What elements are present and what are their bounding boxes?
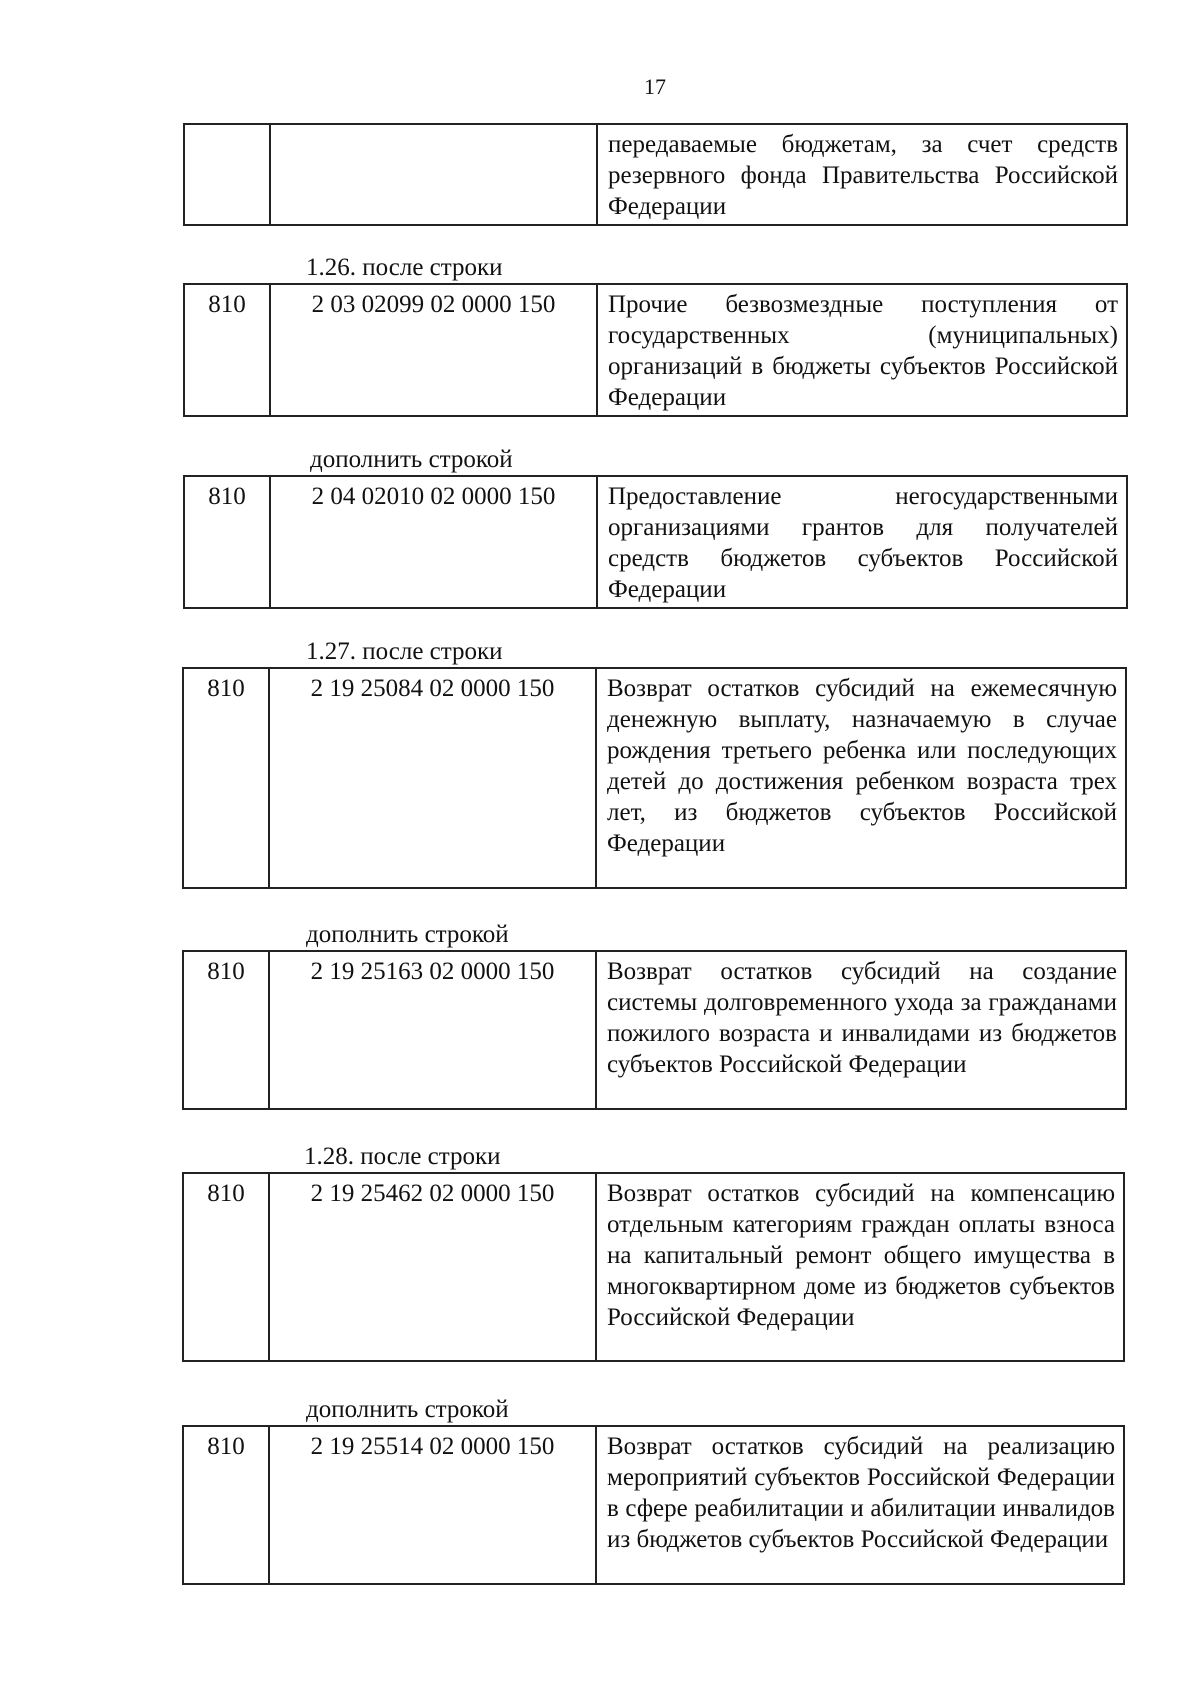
admin-code-cell: 810	[184, 476, 270, 608]
code-table	[182, 667, 1127, 889]
table-row	[184, 284, 1127, 416]
income-code-cell: 2 19 25084 02 0000 150	[269, 668, 596, 888]
description-cell	[596, 1426, 1124, 1584]
section-caption: дополнить строкой	[306, 921, 509, 948]
table-row	[183, 1426, 1124, 1584]
income-code-cell: 2 04 02010 02 0000 150	[270, 476, 597, 608]
description-text: Возврат остатков субсидий на реализацию мероприятий субъектов Российской Федерации в сфере реабилитации и абилитации инвалидов из бюджетов субъектов Российской Федерации	[607, 1433, 1115, 1553]
description-cell	[597, 476, 1127, 608]
admin-code-cell: 810	[183, 951, 269, 1109]
income-code-cell: 2 19 25514 02 0000 150	[269, 1426, 596, 1584]
income-code-cell	[270, 124, 597, 225]
description-text: передаваемые бюджетам, за счет средств резервного фонда Правительства Российской Федерации	[608, 131, 1118, 220]
income-code-cell: 2 19 25163 02 0000 150	[269, 951, 596, 1109]
description-cell	[597, 284, 1127, 416]
section-caption: дополнить строкой	[306, 1396, 509, 1423]
description-cell	[596, 951, 1126, 1109]
section-caption: 1.27. после строки	[306, 638, 503, 665]
admin-code-cell: 810	[183, 668, 269, 888]
code-table	[182, 1172, 1125, 1362]
code-table	[183, 123, 1128, 226]
description-cell	[597, 124, 1127, 225]
admin-code-cell: 810	[183, 1426, 269, 1584]
admin-code-cell: 810	[184, 284, 270, 416]
description-text: Прочие безвозмездные поступления от государственных (муниципальных) организаций в бюджеты субъектов Российской Федерации	[608, 291, 1118, 411]
description-text: Предоставление негосударственными организациями грантов для получателей средств бюджетов субъектов Российской Федерации	[608, 483, 1118, 603]
code-table	[182, 950, 1127, 1110]
description-cell	[596, 668, 1126, 888]
table-row	[183, 668, 1126, 888]
code-table	[183, 283, 1128, 417]
table-row	[183, 951, 1126, 1109]
table-row	[184, 476, 1127, 608]
admin-code-cell	[184, 124, 270, 225]
table-row	[184, 124, 1127, 225]
income-code-cell: 2 03 02099 02 0000 150	[270, 284, 597, 416]
section-caption: 1.26. после строки	[306, 254, 503, 281]
page-number: 17	[644, 74, 666, 99]
income-code-cell: 2 19 25462 02 0000 150	[269, 1173, 596, 1361]
code-table	[183, 475, 1128, 609]
description-cell	[596, 1173, 1124, 1361]
code-table	[182, 1425, 1125, 1585]
admin-code-cell: 810	[183, 1173, 269, 1361]
description-text: Возврат остатков субсидий на ежемесячную денежную выплату, назначаемую в случае рождения третьего ребенка или последующих детей до достижения ребенком возраста трех лет, из бюджетов субъектов Российской Федерации	[607, 675, 1117, 857]
section-caption: 1.28. после строки	[304, 1143, 501, 1170]
description-text: Возврат остатков субсидий на компенсацию отдельным категориям граждан оплаты взноса на капитальный ремонт общего имущества в многоквартирном доме из бюджетов субъектов Российской Федерации	[607, 1180, 1115, 1331]
description-text: Возврат остатков субсидий на создание системы долговременного ухода за гражданами пожилого возраста и инвалидами из бюджетов субъектов Российской Федерации	[607, 958, 1117, 1078]
section-caption: дополнить строкой	[310, 446, 513, 473]
table-row	[183, 1173, 1124, 1361]
